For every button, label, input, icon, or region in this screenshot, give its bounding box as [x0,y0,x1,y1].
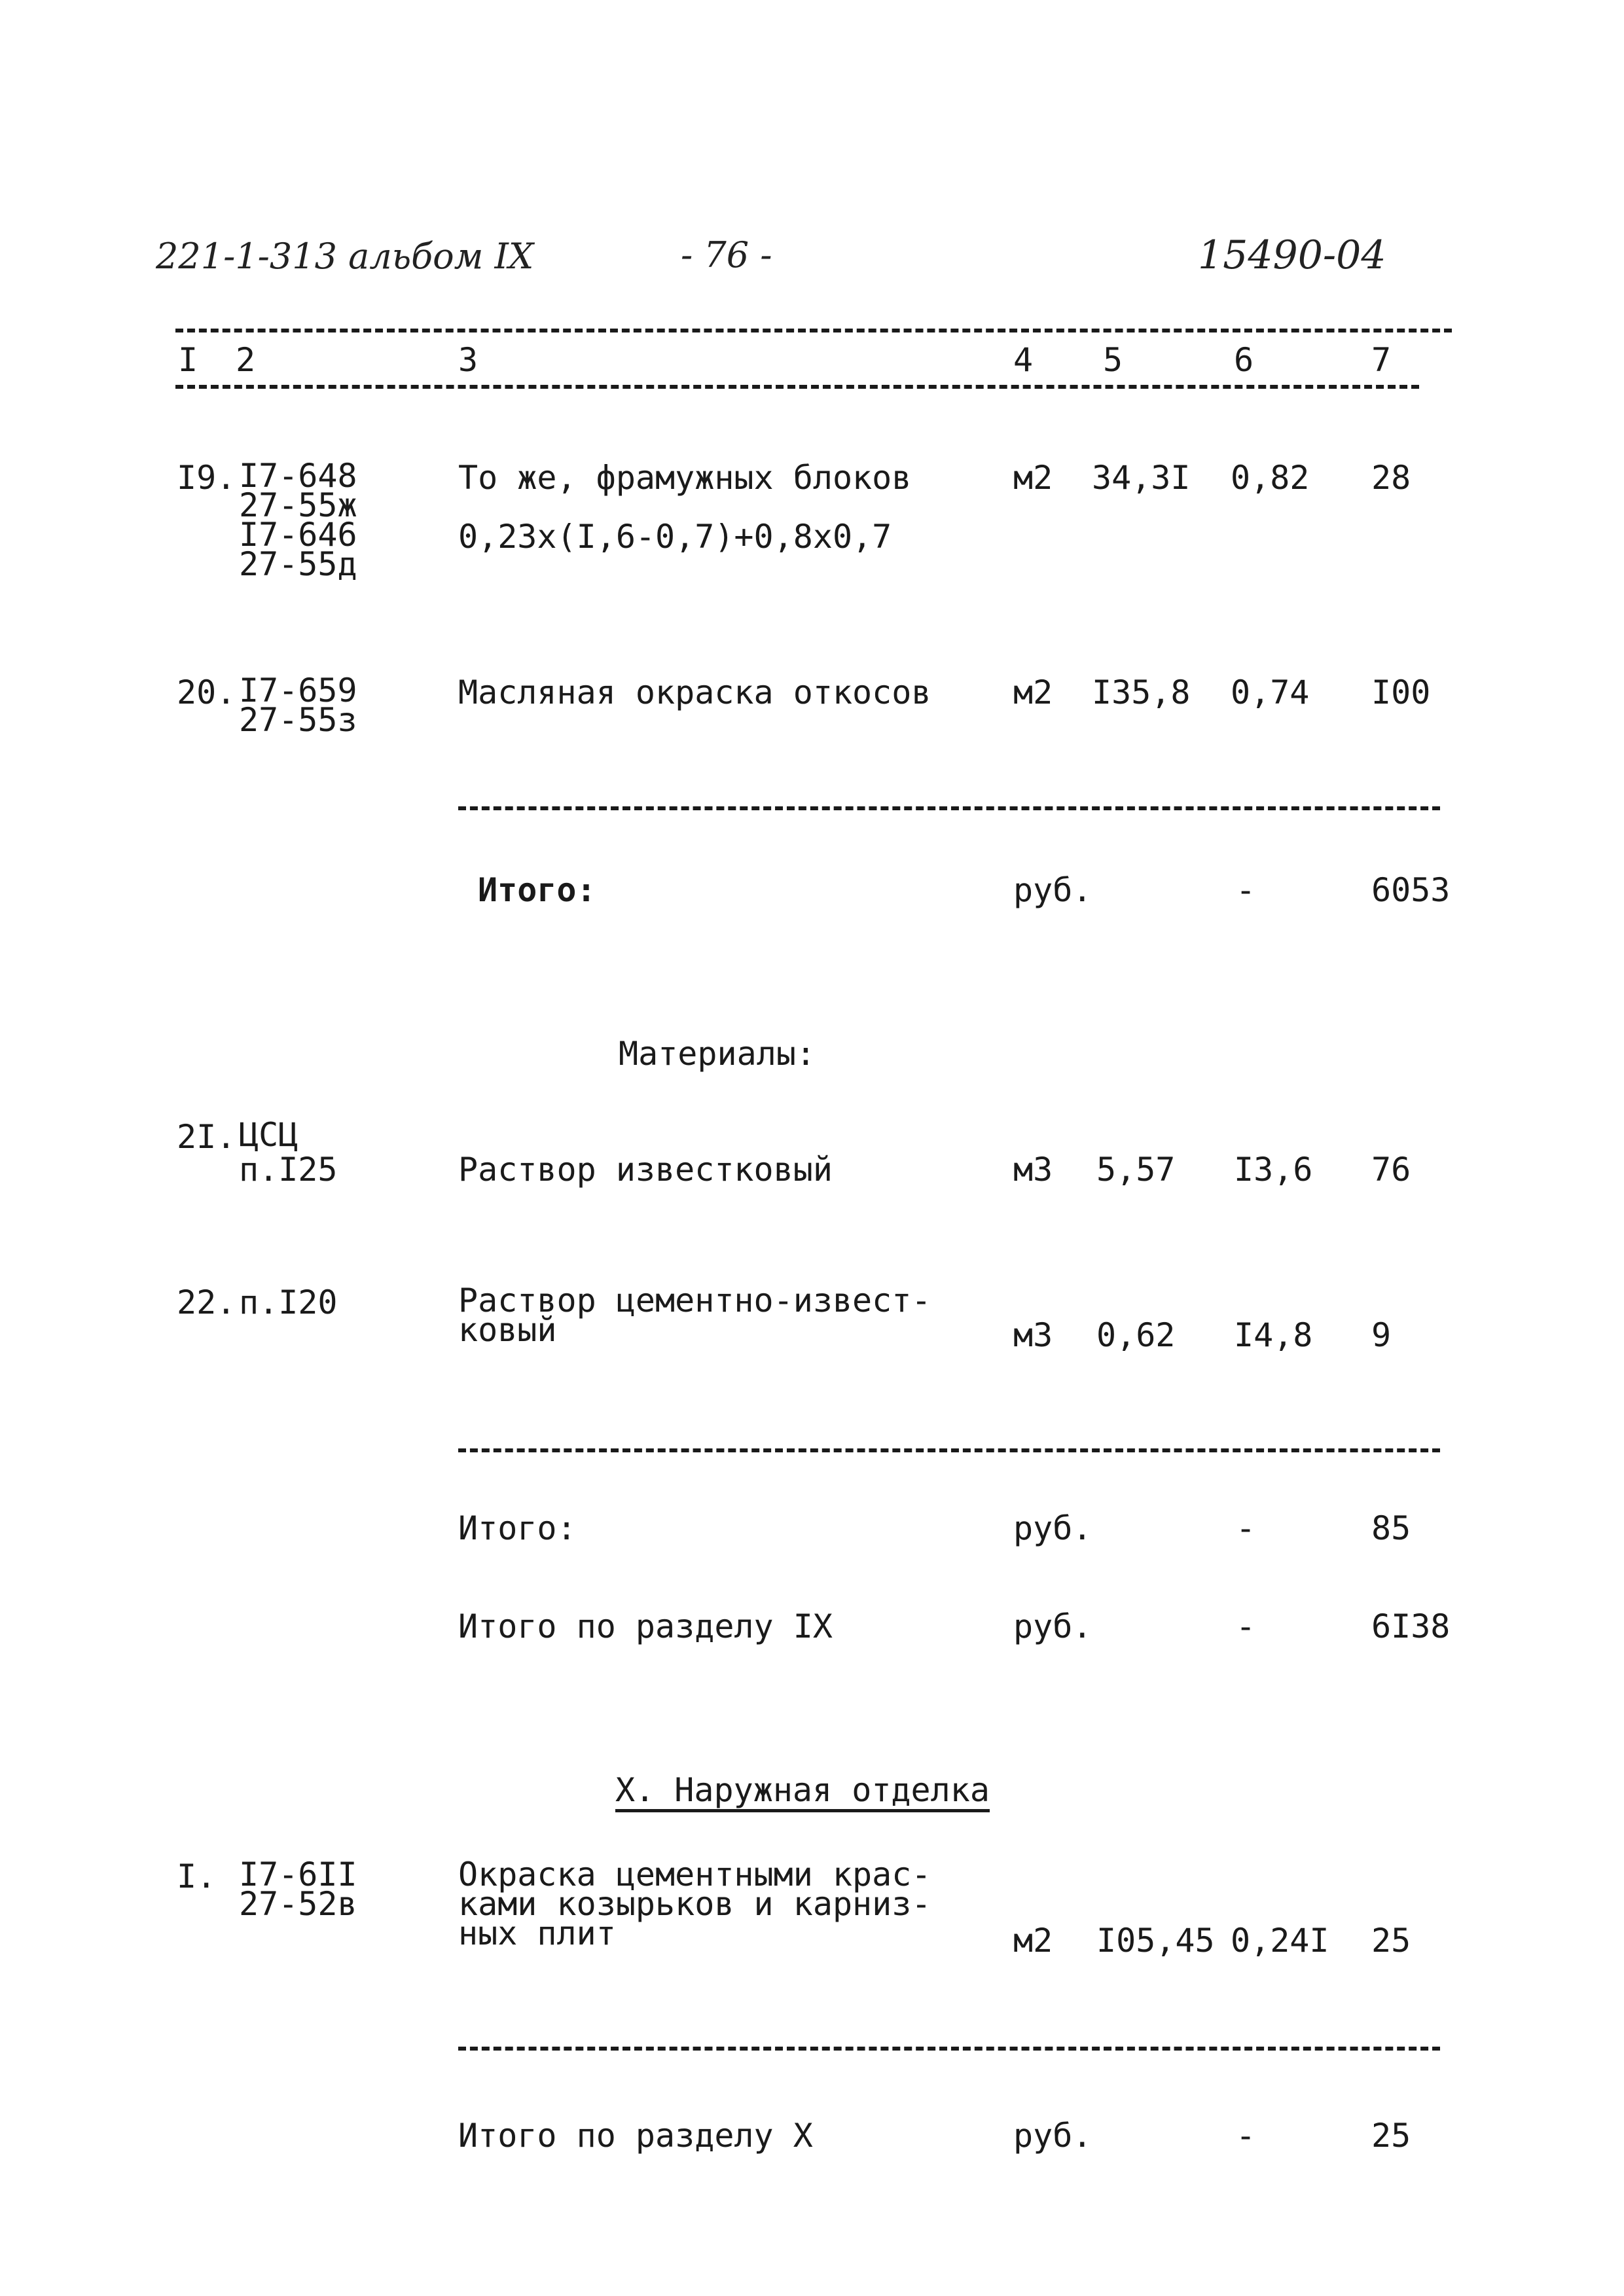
section-total-label: Итого по разделу IX [458,1607,833,1645]
header-top-dashed-rule [175,329,1452,332]
section-total-unit: руб. [1013,2117,1092,2155]
subtotal-dash: - [1236,871,1256,909]
row-code: I7-646 [239,516,357,554]
row-description: ных плит [458,1914,616,1952]
row-unit-price: I3,6 [1234,1151,1313,1189]
row-quantity: I35,8 [1092,673,1191,711]
row-unit: м2 [1013,459,1053,497]
row-unit: м2 [1013,673,1053,711]
subtotal-dashed-rule [458,2047,1440,2051]
row-unit: м3 [1013,1316,1053,1354]
row-code: ЦСЦ [239,1116,298,1154]
row-unit-price: 0,24I [1231,1922,1329,1960]
subtotal-unit: руб. [1013,1509,1092,1547]
subtotal-label: Итого: [478,871,596,909]
row-code: 27-55з [239,701,357,739]
row-unit-price: 0,74 [1231,673,1310,711]
row-quantity: 34,3I [1092,459,1191,497]
row-description: ковый [458,1311,557,1349]
row-total: 28 [1371,459,1411,497]
subtotal-label: Итого: [458,1509,577,1547]
row-code: I7-6II [239,1856,357,1893]
section-total-value: 6I38 [1371,1607,1451,1645]
row-quantity: I05,45 [1096,1922,1215,1960]
section-total-dash: - [1236,2117,1256,2155]
row-description: Окраска цементными крас- [458,1856,931,1893]
materials-heading: Материалы: [619,1035,816,1073]
row-number: 20. [177,673,236,711]
row-description: Раствор цементно-извест- [458,1282,931,1319]
row-unit-price: 0,82 [1231,459,1310,497]
page-number: - 76 - [681,234,772,276]
section-heading: X. Наружная отделка [615,1774,990,1812]
row-description: ками козырьков и карниз- [458,1885,931,1923]
section-total-unit: руб. [1013,1607,1092,1645]
column-1-header: I [178,341,198,379]
document-code-handwritten: 221-1-313 альбом IX [156,236,534,277]
row-number: I9. [177,459,236,497]
header-bottom-dashed-rule [175,385,1419,389]
subtotal-dashed-rule [458,806,1440,810]
section-total-dash: - [1236,1607,1256,1645]
subtotal-total: 6053 [1371,871,1451,909]
column-7-header: 7 [1371,341,1392,379]
row-total: 9 [1371,1316,1392,1354]
subtotal-total: 85 [1371,1509,1411,1547]
row-code: п.I20 [239,1283,338,1321]
row-unit-price: I4,8 [1234,1316,1313,1354]
row-code: п.I25 [239,1151,338,1189]
row-description: Масляная окраска откосов [458,673,931,711]
row-quantity: 0,62 [1096,1316,1176,1354]
row-unit: м2 [1013,1922,1053,1960]
column-4-header: 4 [1013,341,1034,379]
section-total-label: Итого по разделу X [458,2117,813,2155]
row-code: 27-55ж [239,486,357,524]
row-total: I00 [1371,673,1431,711]
row-total: 25 [1371,1922,1411,1960]
column-2-header: 2 [236,341,256,379]
row-code: 27-52в [239,1885,357,1923]
document-number-handwritten: 15490-04 [1198,232,1386,278]
subtotal-dashed-rule [458,1448,1440,1452]
row-number: 2I. [177,1118,236,1156]
row-description: То же, фрамужных блоков [458,459,912,497]
row-unit: м3 [1013,1151,1053,1189]
subtotal-unit: руб. [1013,871,1092,909]
row-number: 22. [177,1283,236,1321]
row-description: Раствор известковый [458,1151,833,1189]
subtotal-dash: - [1236,1509,1256,1547]
column-6-header: 6 [1234,341,1254,379]
column-3-header: 3 [458,341,478,379]
row-code: I7-659 [239,672,357,709]
row-number: I. [177,1857,217,1895]
section-total-value: 25 [1371,2117,1411,2155]
column-5-header: 5 [1103,341,1123,379]
row-total: 76 [1371,1151,1411,1189]
row-code: I7-648 [239,457,357,495]
row-description: 0,23х(I,6-0,7)+0,8х0,7 [458,518,892,556]
row-quantity: 5,57 [1096,1151,1176,1189]
row-code: 27-55д [239,545,357,583]
